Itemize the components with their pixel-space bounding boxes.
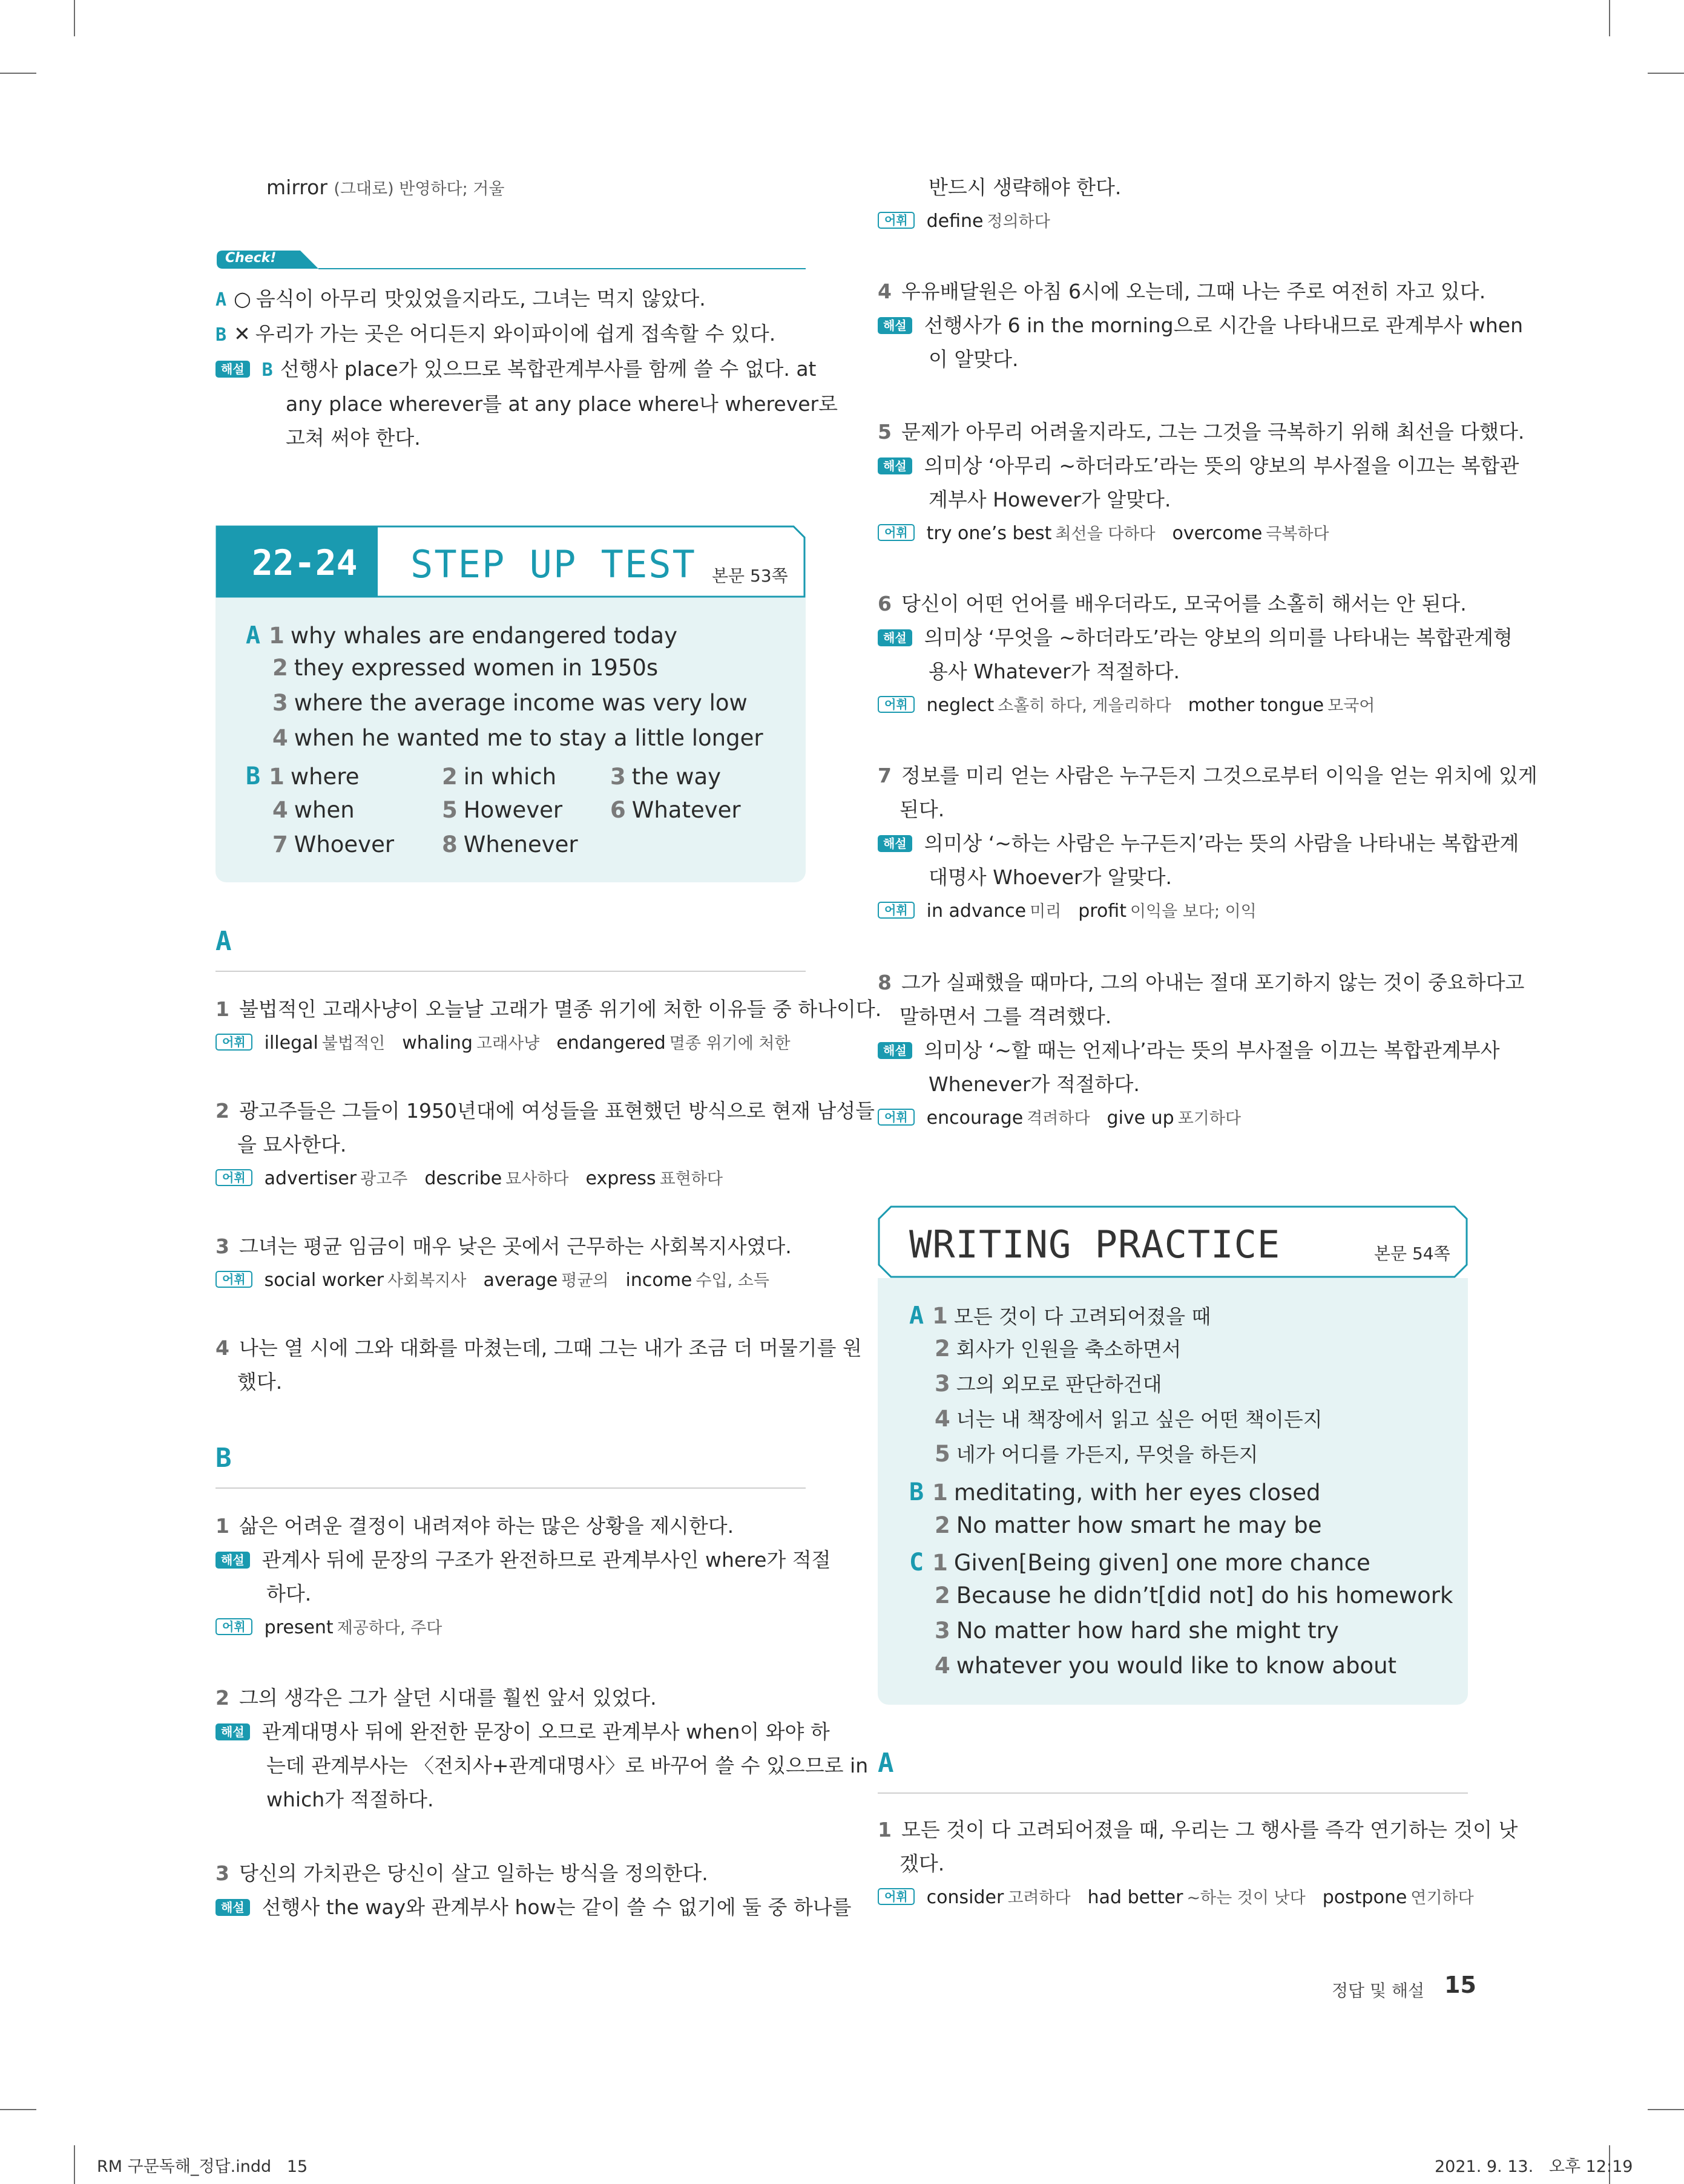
vocab-word: whaling	[402, 1032, 473, 1054]
crop-mark	[74, 0, 75, 36]
item-number: 4	[935, 1653, 950, 1679]
section-letter: B	[909, 1478, 924, 1506]
question-text: 광고주들은 그들이 1950년대에 여성들을 표현했던 방식으로 현재 남성들	[238, 1099, 875, 1123]
left-a-q3	[215, 1230, 806, 1298]
question-text: 문제가 아무리 어려울지라도, 그는 그것을 극복하기 위해 최선을 다했다.	[901, 420, 1525, 444]
right-q8	[878, 966, 1525, 1136]
solution-line: 용사 Whatever가 적절하다.	[929, 660, 1180, 683]
item-number: 3	[935, 1371, 950, 1397]
vocab-badge: 어휘	[878, 1888, 915, 1905]
answer-text: why whales are endangered today	[290, 623, 677, 649]
writing-c-4	[935, 1648, 1396, 1683]
vocab-meaning: 제공하다, 주다	[337, 1619, 442, 1638]
vocab-meaning: 광고주	[360, 1170, 408, 1189]
vocab-word: postpone	[1322, 1887, 1407, 1908]
writing-a-3	[935, 1366, 1162, 1402]
section-heading: B	[215, 1443, 232, 1474]
vocab-word: neglect	[926, 695, 995, 716]
item-number: 1	[269, 764, 285, 790]
vocab-meaning: 고려하다	[1007, 1889, 1071, 1907]
question-text: 정보를 미리 얻는 사람은 누구든지 그것으로부터 이익을 얻는 위치에 있게	[901, 764, 1538, 787]
item-number: 4	[272, 725, 288, 751]
answer-text: the way	[631, 764, 722, 790]
page-reference: 본문 53쪽	[712, 566, 788, 586]
slug-date: 2021. 9. 13. 오후 12:19	[1435, 2157, 1633, 2176]
stepup-number: 22-24	[252, 542, 358, 583]
slug-filename: RM 구문독해_정답.indd 15	[97, 2157, 308, 2176]
item-number: 4	[935, 1406, 950, 1432]
item-number: 5	[935, 1441, 950, 1467]
solution-badge: 해설	[878, 1042, 912, 1059]
item-number: 2	[272, 655, 288, 681]
left-a-q4	[215, 1331, 862, 1399]
answer-text: they expressed women in 1950s	[294, 655, 659, 681]
vocab-badge: 어휘	[215, 1169, 252, 1186]
question-number: 3	[215, 1861, 229, 1885]
vocab-word: present	[264, 1617, 334, 1638]
answer-text: Whatever	[631, 797, 741, 823]
solution-line: 의미상 ‘~하는 사람은 누구든지’라는 뜻의 사람을 나타내는 복합관계	[924, 831, 1519, 855]
vocab-word: endangered	[556, 1032, 666, 1054]
writing-header	[878, 1205, 1468, 1278]
item-number: 8	[442, 831, 458, 858]
question-text: 겠다.	[900, 1852, 945, 1875]
solution-badge: 해설	[215, 1552, 250, 1569]
writing-title: WRITING PRACTICE	[909, 1222, 1281, 1267]
answer-text: 네가 어디를 가든지, 무엇을 하든지	[956, 1443, 1258, 1466]
vocab-word: give up	[1107, 1107, 1174, 1129]
answer-text: where	[290, 764, 360, 790]
answer-text: 너는 내 책장에서 읽고 싶은 어떤 책이든지	[956, 1408, 1323, 1431]
writing-c-2	[935, 1578, 1453, 1613]
right-q7	[878, 759, 1538, 929]
right-q4	[878, 275, 1523, 376]
vocab-badge: 어휘	[215, 1034, 252, 1051]
solution-badge: 해설	[878, 629, 912, 646]
vocab-continuation	[266, 171, 504, 206]
stepup-title: STEP UP TEST	[410, 542, 696, 586]
question-text: 당신이 어떤 언어를 배우더라도, 모국어를 소홀히 해서는 안 된다.	[901, 592, 1467, 615]
answer-text: when he wanted me to stay a little longer	[294, 725, 763, 751]
check-header	[215, 249, 806, 271]
writing-a-1	[909, 1299, 1211, 1334]
writing-a-2	[935, 1331, 1181, 1366]
question-number: 7	[878, 764, 892, 787]
cross-icon: ✕	[234, 322, 251, 346]
question-number: 1	[215, 997, 229, 1021]
vocab-meaning: 표현하다	[659, 1170, 723, 1189]
writing-b-2	[935, 1508, 1321, 1543]
item-number: 1	[269, 623, 285, 649]
solution-badge: 해설	[215, 361, 250, 378]
crop-mark	[0, 73, 36, 74]
item-number: 3	[610, 764, 626, 790]
vocab-badge: 어휘	[215, 1618, 252, 1635]
vocab-word: income	[625, 1270, 692, 1291]
answer-text: Whenever	[463, 831, 578, 858]
solution-line: 선행사가 6 in the morning으로 시간을 나타내므로 관계부사 when	[924, 313, 1523, 337]
section-letter: B	[246, 762, 261, 790]
item-number: 2	[442, 764, 458, 790]
question-text: 말하면서 그를 격려했다.	[900, 1005, 1112, 1028]
solution-badge: 해설	[878, 835, 912, 852]
question-number: 2	[215, 1099, 229, 1123]
section-letter: C	[909, 1549, 924, 1576]
vocab-word: express	[585, 1168, 656, 1189]
vocab-word: try one’s best	[926, 523, 1052, 544]
stepup-a-1	[246, 618, 677, 653]
crop-mark	[1648, 2109, 1684, 2110]
crop-mark	[0, 2109, 36, 2110]
answer-text: However	[463, 797, 563, 823]
writing-b-1	[909, 1475, 1321, 1510]
footer-label: 정답 및 해설	[1332, 1981, 1425, 2001]
check-item-a	[215, 282, 706, 317]
question-text: 우유배달원은 아침 6시에 오는데, 그때 나는 주로 여전히 자고 있다.	[901, 280, 1486, 303]
solution-badge: 해설	[215, 1899, 250, 1916]
writing-c-1	[909, 1546, 1370, 1580]
vocab-meaning: ~하는 것이 낫다	[1186, 1889, 1306, 1907]
vocab-word: encourage	[926, 1107, 1024, 1129]
question-text: 그의 생각은 그가 살던 시대를 훨씬 앞서 있었다.	[238, 1686, 657, 1710]
crop-mark	[1609, 0, 1610, 36]
item-number: 7	[272, 831, 288, 858]
question-number: 1	[215, 1514, 229, 1538]
vocab-meaning: 수입, 소득	[696, 1271, 769, 1290]
writing-a-4	[935, 1402, 1323, 1437]
vocab-meaning: 소홀히 하다, 게을리하다	[998, 697, 1171, 715]
question-text: 삶은 어려운 결정이 내려져야 하는 많은 상황을 제시한다.	[238, 1514, 734, 1538]
answer-text: 회사가 인원을 축소하면서	[956, 1337, 1182, 1361]
writing-a-5	[935, 1437, 1258, 1472]
question-number: 1	[878, 1818, 892, 1841]
stepup-header	[215, 525, 806, 598]
left-b-q2	[215, 1681, 869, 1817]
answer-text: No matter how hard she might try	[956, 1618, 1339, 1644]
right-q5	[878, 415, 1525, 551]
solution-line: 관계사 뒤에 문장의 구조가 완전하므로 관계부사인 where가 적절	[261, 1548, 831, 1572]
question-text: 그가 실패했을 때마다, 그의 아내는 절대 포기하지 않는 것이 중요하다고	[901, 971, 1525, 994]
solution-line: 하다.	[266, 1582, 312, 1605]
question-number: 8	[878, 971, 892, 994]
item-number: 3	[272, 690, 288, 716]
check-solution	[215, 352, 838, 455]
solution-line: which가 적절하다.	[266, 1788, 434, 1811]
circle-icon: ○	[234, 287, 251, 310]
question-number: 2	[215, 1686, 229, 1710]
check-item-b	[215, 317, 775, 352]
question-number: 6	[878, 592, 892, 615]
vocab-badge: 어휘	[878, 524, 915, 541]
check-letter: A	[215, 289, 227, 310]
right-q6	[878, 587, 1513, 723]
question-text: 을 묘사한다.	[237, 1133, 347, 1156]
writing-c-3	[935, 1613, 1339, 1648]
stepup-a-2	[272, 651, 658, 685]
vocab-meaning: (그대로) 반영하다; 거울	[334, 180, 505, 198]
stepup-b-2	[442, 759, 556, 794]
section-rule	[878, 1792, 1468, 1794]
answer-text: where the average income was very low	[294, 690, 748, 716]
stepup-b-8	[442, 827, 578, 862]
question-text: 했다.	[237, 1370, 283, 1394]
question-text: 모든 것이 다 고려되어졌을 때, 우리는 그 행사를 즉각 연기하는 것이 낫	[901, 1818, 1518, 1841]
solution-line: any place wherever를 at any place where나 wherever로	[286, 392, 838, 416]
vocab-badge: 어휘	[878, 902, 915, 919]
solution-line: 반드시 생략해야 한다.	[929, 175, 1122, 199]
section-letter: A	[246, 621, 261, 649]
stepup-b-1	[246, 759, 359, 794]
item-number: 2	[935, 1336, 950, 1362]
section-letter: A	[909, 1302, 924, 1330]
right-continuation	[878, 171, 1468, 239]
answer-text: 그의 외모로 판단하건대	[956, 1372, 1162, 1396]
vocab-word: had better	[1087, 1887, 1183, 1908]
question-number: 3	[215, 1235, 229, 1258]
vocab-meaning: 평균의	[561, 1271, 609, 1290]
solution-badge: 해설	[878, 317, 912, 334]
answer-text: meditating, with her eyes closed	[953, 1480, 1321, 1506]
check-label: Check!	[225, 251, 277, 266]
solution-line: 의미상 ‘~할 때는 언제나’라는 뜻의 부사절을 이끄는 복합관계부사	[924, 1038, 1500, 1062]
answer-text: No matter how smart he may be	[956, 1512, 1322, 1538]
stepup-b-3	[610, 759, 721, 794]
question-number: 4	[215, 1336, 229, 1360]
left-a-q1	[215, 992, 882, 1061]
check-letter: B	[261, 359, 273, 381]
page-reference: 본문 54쪽	[1374, 1244, 1450, 1264]
vocab-meaning: 극복하다	[1266, 525, 1329, 543]
solution-line: 계부사 However가 알맞다.	[929, 488, 1171, 511]
question-text: 그녀는 평균 임금이 매우 낮은 곳에서 근무하는 사회복지사였다.	[238, 1235, 792, 1258]
solution-line: 의미상 ‘무엇을 ~하더라도’라는 양보의 의미를 나타내는 복합관계형	[924, 626, 1513, 649]
vocab-badge: 어휘	[215, 1271, 252, 1288]
solution-line: Whenever가 적절하다.	[929, 1072, 1140, 1096]
answer-text: 모든 것이 다 고려되어졌을 때	[953, 1305, 1211, 1328]
vocab-word: define	[926, 211, 984, 232]
page-number: 15	[1444, 1972, 1476, 1998]
vocab-meaning: 격려하다	[1027, 1109, 1090, 1128]
vocab-meaning: 사회복지사	[387, 1271, 467, 1290]
vocab-meaning: 미리	[1030, 902, 1062, 921]
answer-text: Whoever	[294, 831, 395, 858]
answer-text: Given[Being given] one more chance	[953, 1550, 1370, 1576]
check-letter: B	[215, 324, 227, 346]
vocab-meaning: 불법적인	[321, 1034, 386, 1053]
solution-line: 고쳐 써야 한다.	[286, 426, 421, 450]
item-number: 6	[610, 797, 626, 823]
vocab-word: in advance	[926, 900, 1027, 922]
vocab-meaning: 이익을 보다; 이익	[1130, 902, 1257, 921]
vocab-badge: 어휘	[878, 696, 915, 713]
item-number: 2	[935, 1582, 950, 1608]
vocab-word: mirror	[266, 175, 327, 199]
vocab-meaning: 고래사냥	[476, 1034, 540, 1053]
vocab-word: consider	[926, 1887, 1004, 1908]
item-number: 1	[932, 1550, 948, 1576]
solution-badge: 해설	[215, 1723, 250, 1740]
item-number: 1	[932, 1480, 948, 1506]
item-number: 1	[932, 1303, 948, 1329]
vocab-meaning: 최선을 다하다	[1055, 525, 1156, 543]
vocab-word: profit	[1078, 900, 1127, 922]
answer-text: when	[294, 797, 355, 823]
stepup-b-5	[442, 793, 562, 827]
vocab-meaning: 정의하다	[987, 212, 1050, 231]
crop-mark	[74, 2145, 75, 2184]
solution-line: 선행사 place가 있으므로 복합관계부사를 함께 쓸 수 없다. at	[280, 357, 817, 381]
solution-line: 는데 관계부사는 〈전치사+관계대명사〉로 바꾸어 쓸 수 있으므로 in	[266, 1754, 869, 1777]
question-text: 나는 열 시에 그와 대화를 마쳤는데, 그때 그는 내가 조금 더 머물기를 원	[238, 1336, 862, 1360]
section-heading: A	[878, 1748, 894, 1779]
solution-line: 관계대명사 뒤에 완전한 문장이 오므로 관계부사 when이 와야 하	[261, 1720, 830, 1743]
vocab-word: average	[483, 1270, 558, 1291]
stepup-a-4	[272, 721, 763, 755]
vocab-meaning: 포기하다	[1177, 1109, 1242, 1128]
vocab-word: social worker	[264, 1270, 384, 1291]
stepup-b-4	[272, 793, 355, 827]
vocab-word: mother tongue	[1188, 695, 1324, 716]
vocab-word: describe	[424, 1168, 502, 1189]
vocab-word: overcome	[1172, 523, 1263, 544]
stepup-b-7	[272, 827, 394, 862]
stepup-a-3	[272, 686, 748, 720]
solution-line: 이 알맞다.	[929, 347, 1019, 371]
crop-mark	[1648, 73, 1684, 74]
left-a-q2	[215, 1094, 875, 1196]
question-text: 된다.	[900, 798, 945, 821]
section-rule	[215, 971, 806, 972]
check-text: 음식이 아무리 맛있었을지라도, 그녀는 먹지 않았다.	[255, 287, 706, 310]
vocab-word: illegal	[264, 1032, 318, 1054]
vocab-meaning: 연기하다	[1410, 1889, 1474, 1907]
answer-text: whatever you would like to know about	[956, 1653, 1397, 1679]
vocab-meaning: 묘사하다	[505, 1170, 569, 1189]
left-b-q1	[215, 1509, 831, 1645]
vocab-badge: 어휘	[878, 1109, 915, 1126]
check-text: 우리가 가는 곳은 어디든지 와이파이에 쉽게 접속할 수 있다.	[255, 322, 776, 346]
answer-text: in which	[463, 764, 557, 790]
solution-line: 대명사 Whoever가 알맞다.	[929, 865, 1173, 889]
item-number: 5	[442, 797, 458, 823]
item-number: 3	[935, 1618, 950, 1644]
solution-line: 선행사 the way와 관계부사 how는 같이 쓸 수 없기에 둘 중 하나를	[261, 1895, 852, 1919]
question-text: 불법적인 고래사냥이 오늘날 고래가 멸종 위기에 처한 이유들 중 하나이다.	[238, 997, 882, 1021]
vocab-meaning: 멸종 위기에 처한	[669, 1034, 791, 1053]
vocab-badge: 어휘	[878, 212, 915, 229]
section-heading: A	[215, 926, 232, 957]
solution-line: 의미상 ‘아무리 ~하더라도’라는 뜻의 양보의 부사절을 이끄는 복합관	[924, 454, 1519, 477]
solution-badge: 해설	[878, 457, 912, 474]
right-a-q1	[878, 1813, 1518, 1915]
item-number: 2	[935, 1512, 950, 1538]
left-b-q3	[215, 1857, 852, 1924]
item-number: 4	[272, 797, 288, 823]
question-number: 5	[878, 420, 892, 444]
vocab-word: advertiser	[264, 1168, 357, 1189]
check-tab-shape	[215, 249, 806, 271]
stepup-b-6	[610, 793, 741, 827]
question-number: 4	[878, 280, 892, 303]
question-text: 당신의 가치관은 당신이 살고 일하는 방식을 정의한다.	[238, 1861, 708, 1885]
answer-text: Because he didn’t[did not] do his homework	[956, 1582, 1453, 1608]
vocab-meaning: 모국어	[1327, 697, 1375, 715]
section-rule	[215, 1487, 806, 1489]
